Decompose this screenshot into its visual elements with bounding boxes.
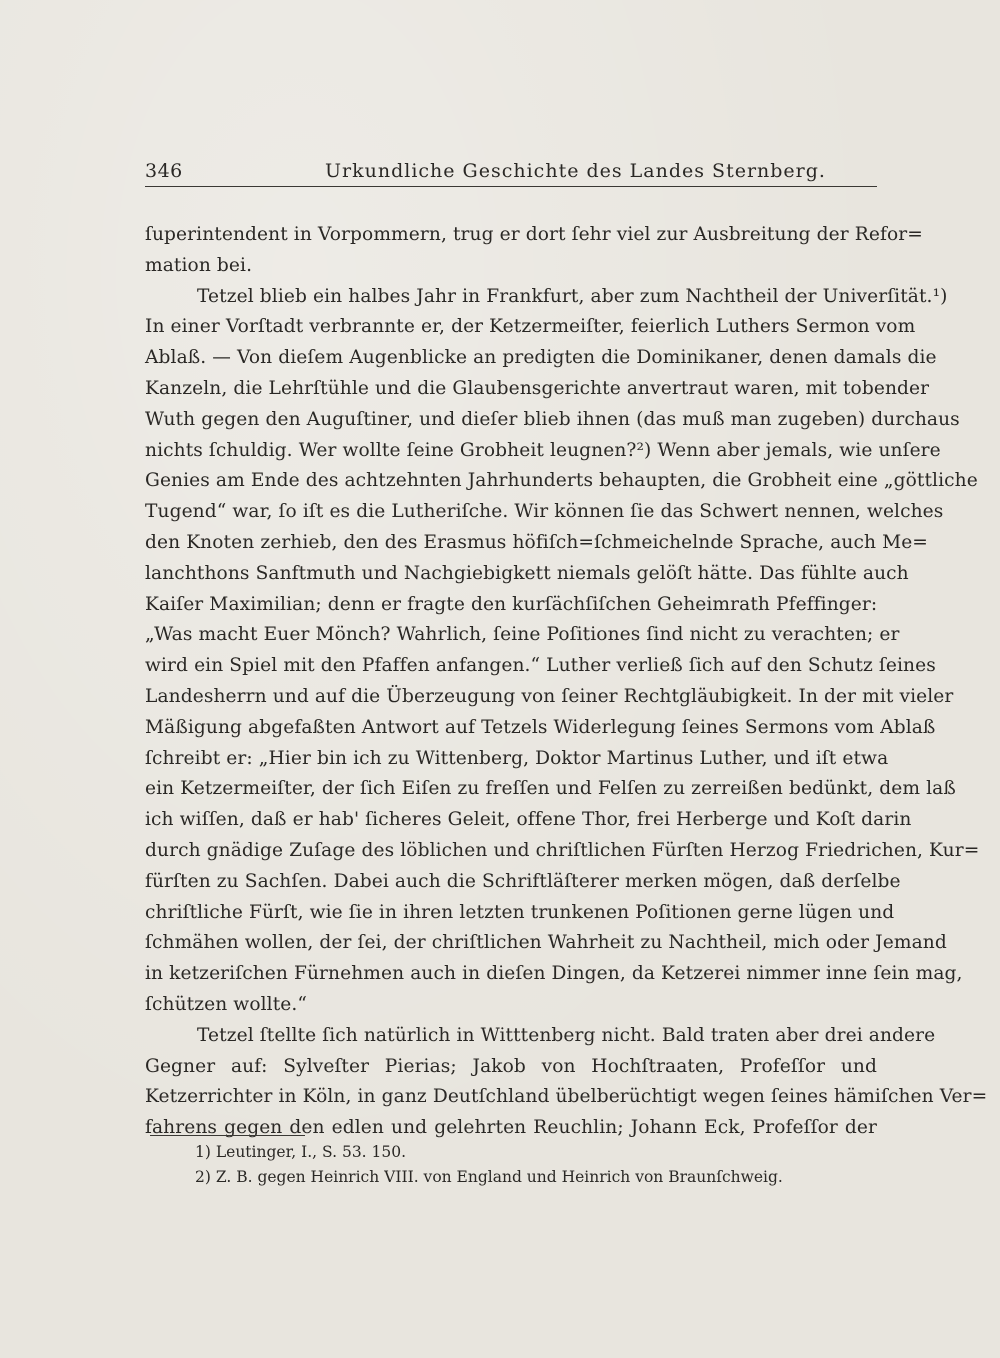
footnote — [195, 1168, 783, 1186]
text-line: Mäßigung abgefaßten Antwort auf Tetzels Widerlegung ſeines Sermons vom Ablaß — [145, 716, 936, 738]
text-line: ſchützen wollte.“ — [145, 993, 307, 1015]
page-number: 346 — [145, 160, 183, 182]
text-line: ſchmähen wollen, der ſei, der chriſtlichen Wahrheit zu Nachtheil, mich oder Jemand — [145, 932, 947, 954]
text-line: „Was macht Euer Mönch? Wahrlich, ſeine Poſitiones ſind nicht zu verachten; er — [145, 624, 900, 646]
footnote-marker: 2) — [195, 1168, 211, 1186]
text-line: Tetzel blieb ein halbes Jahr in Frankfurt, aber zum Nachtheil der Univerſität.¹) — [197, 285, 948, 307]
text-line: ſuperintendent in Vorpommern, trug er dort ſehr viel zur Ausbreitung der Refor= — [145, 224, 923, 245]
text-line: fürſten zu Sachſen. Dabei auch die Schriftläſterer merken mögen, daß derſelbe — [145, 870, 901, 892]
footnote-marker: 1) — [195, 1143, 211, 1161]
text-line: ſchreibt er: „Hier bin ich zu Wittenberg, Doktor Martinus Luther, und iſt etwa — [145, 747, 889, 769]
footnote-rule — [150, 1135, 305, 1136]
text-line: mation bei. — [145, 254, 253, 276]
text-line: Genies am Ende des achtzehnten Jahrhunderts behaupten, die Grobheit eine „göttliche — [145, 470, 978, 492]
text-line: in ketzeriſchen Fürnehmen auch in dieſen Dingen, da Ketzerei nimmer inne ſein mag, — [145, 963, 963, 985]
text-line: Gegner auf: Sylveſter Pierias; Jakob von Hochſtraaten, Profeſſor und — [145, 1055, 877, 1077]
text-line: Kanzeln, die Lehrſtühle und die Glaubensgerichte anvertraut waren, mit tobender — [145, 377, 930, 399]
text-line: lanchthons Sanftmuth und Nachgiebigkett niemals gelöſt hätte. Das fühlte auch — [145, 562, 909, 584]
text-line: chriſtliche Fürſt, wie ſie in ihren letzten trunkenen Poſitionen gerne lügen und — [145, 901, 895, 923]
text-line: wird ein Spiel mit den Pfaffen anfangen.“ Luther verließ ſich auf den Schutz ſeines — [145, 655, 936, 677]
text-line: ein Ketzermeiſter, der ſich Eiſen zu freſſen und Felſen zu zerreißen bedünkt, dem laß — [145, 778, 956, 800]
text-line: den Knoten zerhieb, den des Erasmus höfiſch=ſchmeichelnde Sprache, auch Me= — [145, 531, 928, 553]
text-line: Wuth gegen den Auguſtiner, und dieſer blieb ihnen (das muß man zugeben) durchaus — [145, 408, 960, 430]
text-line: Tugend“ war, ſo iſt es die Lutheriſche. Wir können ſie das Schwert nennen, welches — [145, 501, 944, 523]
text-line: ich wiſſen, daß er hab' ſicheres Geleit, offene Thor, frei Herberge und Koſt darin — [145, 809, 912, 831]
text-line: Landesherrn und auf die Überzeugung von ſeiner Rechtgläubigkeit. In der mit vieler — [145, 685, 954, 707]
text-line: fahrens gegen den edlen und gelehrten Reuchlin; Johann Eck, Profeſſor der — [145, 1117, 877, 1139]
running-title: Urkundliche Geschichte des Landes Sternberg. — [325, 160, 826, 182]
text-line: nichts ſchuldig. Wer wollte ſeine Grobheit leugnen?²) Wenn aber jemals, wie unſere — [145, 439, 941, 461]
text-line: Ablaß. — Von dieſem Augenblicke an predigten die Dominikaner, denen damals die — [145, 347, 937, 369]
text-line: durch gnädige Zuſage des löblichen und chriſtlichen Fürſten Herzog Friedrichen, Kur= — [145, 839, 980, 861]
footnote — [195, 1143, 406, 1161]
running-header — [145, 160, 877, 187]
body-text — [145, 220, 988, 1144]
text-line: Tetzel ſtellte ſich natürlich in Witttenberg nicht. Bald traten aber drei andere — [197, 1024, 936, 1046]
text-line: Ketzerrichter in Köln, in ganz Deutſchland übelberüchtigt wegen ſeines hämiſchen Ver= — [145, 1086, 988, 1108]
text-line: In einer Vorſtadt verbrannte er, der Ketzermeiſter, feierlich Luthers Sermon vom — [145, 316, 916, 338]
footnote-text: Z. B. gegen Heinrich VIII. von England und Heinrich von Braunſchweig. — [215, 1168, 783, 1186]
text-line: Kaiſer Maximilian; denn er fragte den kurſächſiſchen Geheimrath Pfeffinger: — [145, 593, 878, 615]
footnote-text: Leutinger, I., S. 53. 150. — [215, 1143, 407, 1161]
